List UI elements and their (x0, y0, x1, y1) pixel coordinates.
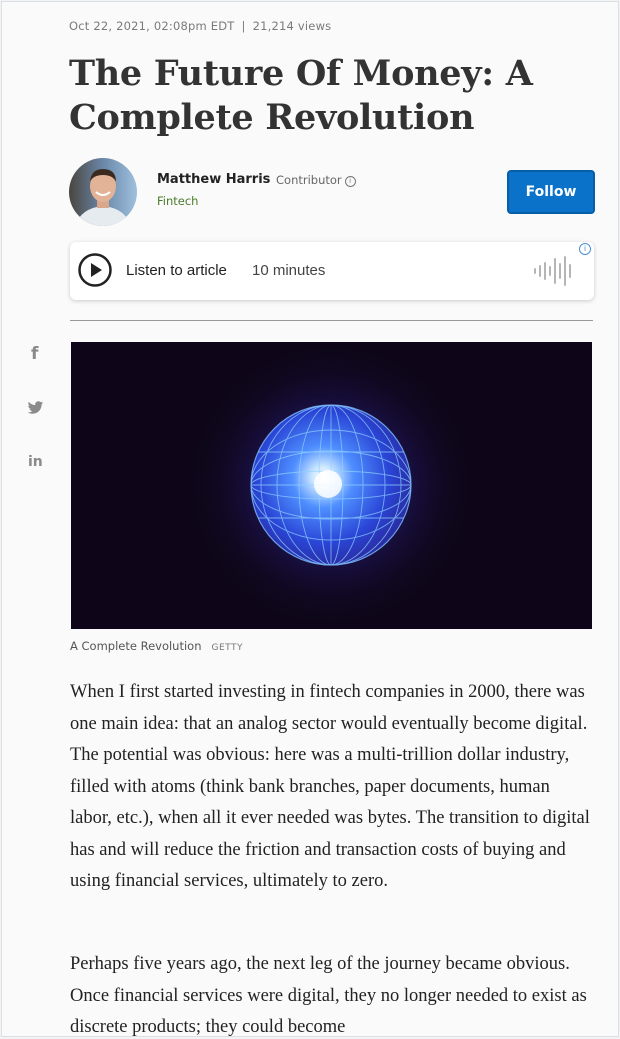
ad-info-icon[interactable]: i (579, 243, 591, 255)
author-role (276, 173, 356, 187)
author-role-label: Contributor (276, 173, 342, 187)
caption-credit: GETTY (211, 643, 244, 653)
listen-duration: 10 minutes (252, 262, 326, 279)
publish-date: Oct 22, 2021, 02:08pm EDT (69, 19, 235, 33)
author-category[interactable]: Fintech (157, 194, 199, 208)
play-icon[interactable] (78, 253, 112, 287)
info-icon[interactable]: i (345, 176, 356, 187)
listen-label: Listen to article (126, 262, 227, 279)
body-paragraph: When I first started investing in fintech companies in 2000, there was one main idea: that an analog sector would eventually become digital. The potential was obvious: here was a multi-trillion dollar industry, filled with atoms (think bank branches, paper documents, human labor, etc.), when all it ever needed was bytes. The transition to digital has and will reduce the friction and transaction costs of buying and using financial services, ultimately to zero. (70, 682, 590, 891)
article-title: The Future Of Money: A Complete Revolution (69, 53, 533, 138)
facebook-icon[interactable]: f (31, 344, 39, 364)
article-meta (69, 19, 331, 33)
listen-to-article-widget[interactable] (70, 242, 594, 300)
view-count: 21,214 views (252, 19, 332, 33)
image-caption (70, 639, 243, 653)
twitter-icon[interactable] (27, 401, 44, 415)
author-name[interactable]: Matthew Harris (157, 172, 271, 187)
meta-separator: | (241, 19, 246, 33)
hero-image (71, 342, 592, 629)
caption-text: A Complete Revolution (70, 639, 202, 653)
article-page (1, 1, 619, 1037)
author-avatar[interactable] (69, 158, 137, 226)
header-divider (70, 320, 593, 321)
linkedin-icon[interactable]: in (28, 454, 43, 470)
body-paragraph: Perhaps five years ago, the next leg of the journey became obvious. Once financial services were digital, they no longer needed to exist as discrete products; they could become (70, 954, 587, 1037)
audio-waveform-icon (532, 255, 576, 287)
follow-button[interactable]: Follow (507, 170, 595, 214)
